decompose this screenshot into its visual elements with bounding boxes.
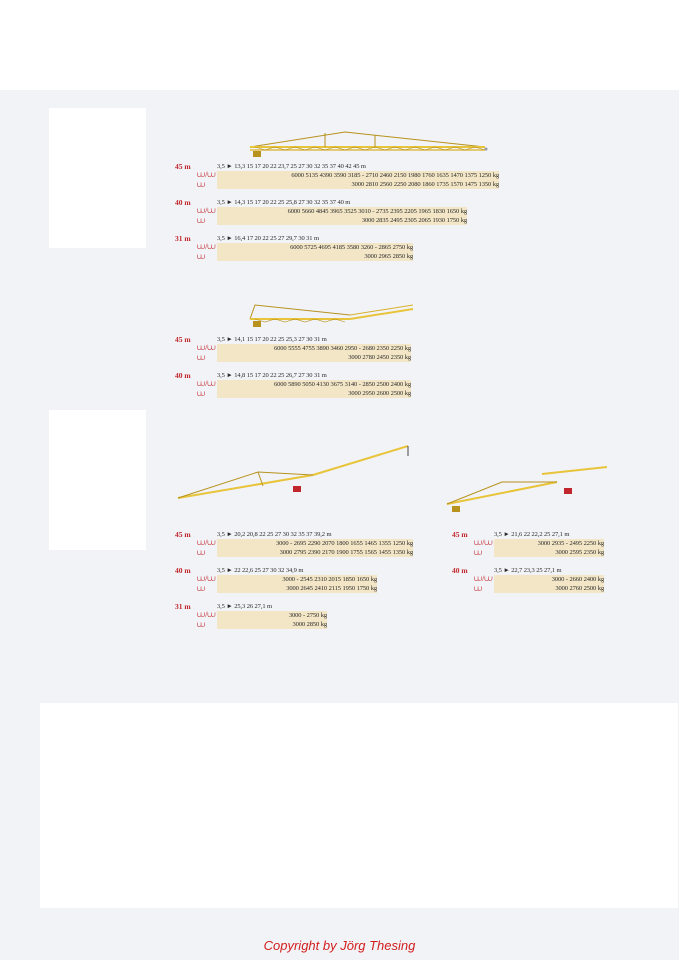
radius-values: 3,5 ► 16,4 17 20 22 25 27 29,7 30 31 m: [217, 235, 319, 242]
boom-length-label: 31 m: [175, 234, 191, 243]
boom-length-label: 45 m: [175, 162, 191, 171]
load-values-single-hook: 3000 2935 - 2495 2250 kg: [494, 539, 604, 548]
load-values-double-hook: 3000 2835 2495 2305 2065 1930 1750 kg: [217, 216, 467, 225]
radius-values: 3,5 ► 14,8 15 17 20 22 25 26,7 27 30 31 m: [217, 372, 327, 379]
crane-luffing-jib-diagram-2: [173, 440, 413, 506]
top-blank-area: [0, 0, 679, 90]
hook-icon: ⩊/⩊ ⩊: [197, 206, 216, 225]
load-values-single-hook: 6000 5725 4695 4185 3580 3260 - 2865 2750 kg: [217, 243, 413, 252]
load-values-single-hook: 6000 5135 4390 3590 3185 - 2710 2460 2150 1980 1760 1635 1470 1375 1250 kg: [217, 171, 499, 180]
load-values-single-hook: 3000 - 2695 2290 2070 1800 1655 1465 1355 1250 kg: [217, 539, 413, 548]
hook-icon: ⩊/⩊ ⩊: [197, 610, 216, 629]
load-values-single-hook: 6000 5660 4845 3965 3525 3010 - 2735 2395 2205 1965 1830 1650 kg: [217, 207, 467, 216]
load-row-45m: [175, 530, 425, 566]
load-values-double-hook: 3000 2760 2500 kg: [494, 584, 604, 593]
hook-icon: ⩊/⩊ ⩊: [474, 574, 493, 593]
load-row-45m: [175, 162, 505, 198]
load-values-double-hook: 3000 2795 2390 2170 1900 1755 1565 1455 1350 kg: [217, 548, 413, 557]
load-row-31m: [175, 602, 425, 638]
hook-icon: ⩊/⩊ ⩊: [474, 538, 493, 557]
boom-length-label: 40 m: [175, 566, 191, 575]
hook-icon: ⩊/⩊ ⩊: [197, 538, 216, 557]
load-values-double-hook: 3000 2810 2560 2250 2080 1860 1735 1570 1475 1350 kg: [217, 180, 499, 189]
radius-values: 3,5 ► 20,2 20,8 22 25 27 30 32 35 37 39,2 m: [217, 531, 332, 538]
boom-length-label: 40 m: [175, 198, 191, 207]
radius-values: 3,5 ► 22,7 23,3 25 27,1 m: [494, 567, 562, 574]
crane-luffing-jib-diagram-3: [442, 462, 612, 522]
load-table-luffing-jib-1: [175, 335, 435, 407]
hook-icon: ⩊/⩊ ⩊: [197, 343, 216, 362]
boom-length-label: 31 m: [175, 602, 191, 611]
load-row-31m: [175, 234, 505, 270]
load-row-45m: [175, 335, 435, 371]
radius-values: 3,5 ► 22 22,6 25 27 30 32 34,9 m: [217, 567, 304, 574]
bottom-blank-area: [40, 703, 678, 908]
load-values-double-hook: 3000 2965 2850 kg: [217, 252, 413, 261]
load-table-horizontal-jib: [175, 162, 505, 270]
hook-icon: ⩊/⩊ ⩊: [197, 574, 216, 593]
boom-length-label: 40 m: [452, 566, 468, 575]
load-values-double-hook: 3000 2595 2350 kg: [494, 548, 604, 557]
radius-values: 3,5 ► 21,6 22 22,2 25 27,1 m: [494, 531, 570, 538]
boom-length-label: 40 m: [175, 371, 191, 380]
logo-placeholder-2: [49, 410, 146, 550]
load-values-double-hook: 3000 2645 2410 2115 1950 1750 kg: [217, 584, 377, 593]
load-values-single-hook: 6000 5555 4755 3890 3460 2950 - 2680 2350 2250 kg: [217, 344, 411, 353]
load-values-double-hook: 3000 2780 2450 2350 kg: [217, 353, 411, 362]
boom-length-label: 45 m: [175, 335, 191, 344]
hook-icon: ⩊/⩊ ⩊: [197, 170, 216, 189]
load-row-40m: [175, 198, 505, 234]
load-values-single-hook: 3000 - 2545 2310 2015 1850 1650 kg: [217, 575, 377, 584]
load-values-double-hook: 3000 2850 kg: [217, 620, 327, 629]
boom-length-label: 45 m: [452, 530, 468, 539]
boom-length-label: 45 m: [175, 530, 191, 539]
crane-luffing-jib-diagram-1: [245, 297, 420, 335]
load-values-double-hook: 3000 2950 2600 2500 kg: [217, 389, 411, 398]
load-table-luffing-jib-2: [175, 530, 425, 638]
load-row-40m: [175, 566, 425, 602]
load-row-45m: [452, 530, 622, 566]
load-row-40m: [175, 371, 435, 407]
load-values-single-hook: 6000 5890 5050 4130 3675 3140 - 2850 2500 2400 kg: [217, 380, 411, 389]
hook-icon: ⩊/⩊ ⩊: [197, 242, 216, 261]
radius-values: 3,5 ► 25,3 26 27,1 m: [217, 603, 272, 610]
hook-icon: ⩊/⩊ ⩊: [197, 379, 216, 398]
radius-values: 3,5 ► 13,3 15 17 20 22 23,7 25 27 30 32 35 37 40 42 45 m: [217, 163, 366, 170]
load-row-40m: [452, 566, 622, 602]
crane-horizontal-jib-diagram: [245, 125, 490, 163]
load-values-single-hook: 3000 - 2660 2400 kg: [494, 575, 604, 584]
radius-values: 3,5 ► 14,1 15 17 20 22 25 25,3 27 30 31 m: [217, 336, 327, 343]
load-table-luffing-jib-3: [452, 530, 622, 602]
radius-values: 3,5 ► 14,3 15 17 20 22 25 25,8 27 30 32 35 37 40 m: [217, 199, 351, 206]
load-values-single-hook: 3000 - 2750 kg: [217, 611, 327, 620]
copyright-text: Copyright by Jörg Thesing: [263, 938, 416, 953]
logo-placeholder-1: [49, 108, 146, 248]
